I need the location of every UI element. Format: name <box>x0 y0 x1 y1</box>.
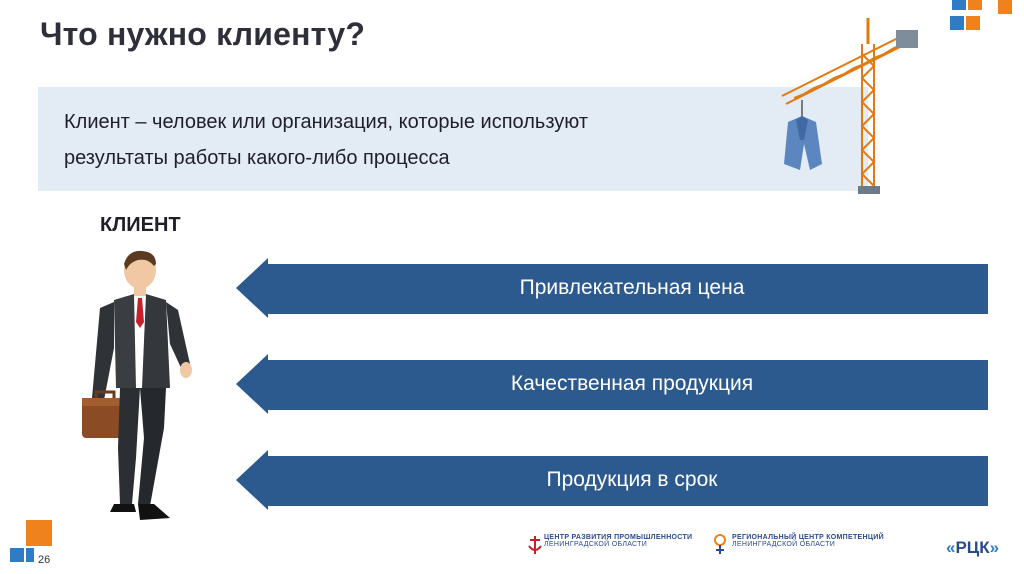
need-arrow-quality <box>236 354 988 414</box>
logo1-line1: ЦЕНТР РАЗВИТИЯ ПРОМЫШЛЕННОСТИ <box>544 534 693 541</box>
need-arrow-price <box>236 258 988 318</box>
client-label: КЛИЕНТ <box>100 214 181 236</box>
crane-icon <box>770 14 930 198</box>
competence-logo-icon <box>712 534 728 554</box>
logo-industry-center <box>528 534 692 548</box>
logo-rck <box>946 538 999 558</box>
rck-right-bracket-icon: » <box>989 538 1000 557</box>
logo2-line2: ЛЕНИНГРАДСКОЙ ОБЛАСТИ <box>732 541 836 548</box>
definition-text: Клиент – человек или организация, которые используют результаты работы какого-либо процесса <box>64 111 588 169</box>
logo2-line1: РЕГИОНАЛЬНЫЙ ЦЕНТР КОМПЕТЕНЦИЙ <box>732 534 884 541</box>
logo1-line2: ЛЕНИНГРАДСКОЙ ОБЛАСТИ <box>544 541 648 548</box>
page-title: Что нужно клиенту? <box>40 16 366 52</box>
need-label: Качественная продукция <box>510 372 754 395</box>
rck-text: РЦК <box>955 538 990 557</box>
industry-logo-icon <box>528 536 542 554</box>
rck-left-bracket-icon: « <box>946 538 956 557</box>
need-arrow-on-time <box>236 450 988 510</box>
need-label: Продукция в срок <box>546 468 718 491</box>
logo-competence-center <box>712 534 884 548</box>
need-label: Привлекательная цена <box>519 276 745 299</box>
page-number: 26 <box>38 554 51 566</box>
businessman-icon <box>78 248 208 526</box>
